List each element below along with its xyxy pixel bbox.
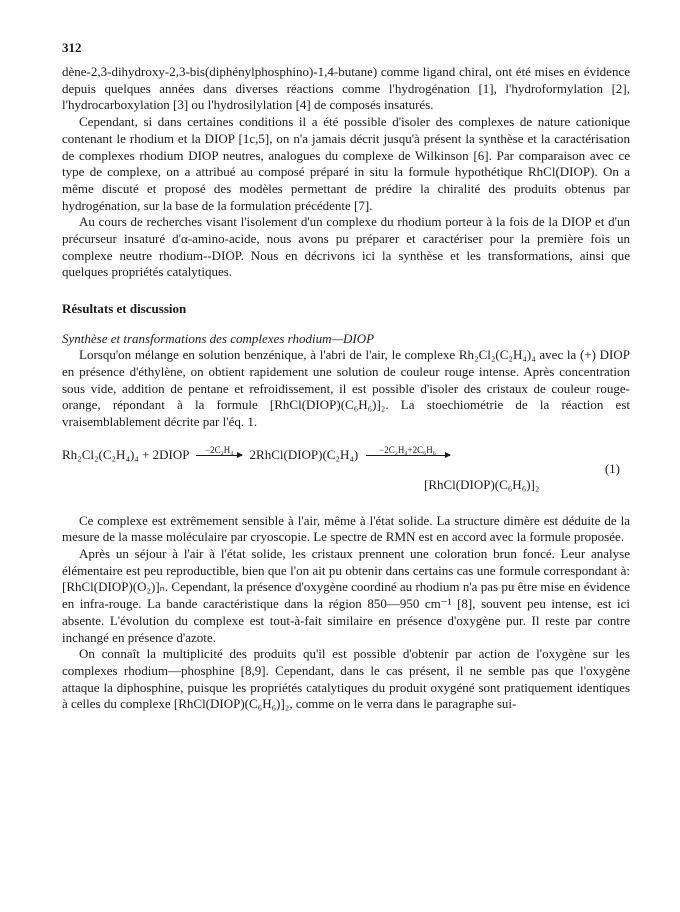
reaction-arrow-1 bbox=[196, 445, 242, 456]
paragraph-synthesis: Lorsqu'on mélange en solution benzénique, à l'abri de l'air, le complexe Rh₂Cl₂(C₂H₄)₄ avec la (+) DIOP en présence d'éthylène, on obtient rapidement une solution de couleur rouge intense. Après concentration sous vide, addition de pentane et refroidissement, il est possible d'isoler des cristaux de couleur rouge-orange, répondant à la formule [RhCl(DIOP)(C₆H₆)]₂. La stoechiométrie de la réaction est vraisemblablement décrite par l'éq. 1. bbox=[62, 347, 630, 429]
equation-1 bbox=[62, 439, 630, 497]
reaction-arrow-2 bbox=[366, 445, 450, 456]
arrow-2-shaft bbox=[366, 455, 450, 456]
arrow-2-label: −2C₂H₄+2C₆H₆ bbox=[379, 444, 436, 455]
body-text bbox=[62, 64, 630, 713]
section-title: Résultats et discussion bbox=[62, 301, 187, 317]
subsection-title: Synthèse et transformations des complexes rhodium—DIOP bbox=[62, 331, 375, 347]
equation-product: [RhCl(DIOP)(C₆H₆)]₂ bbox=[424, 476, 540, 492]
arrow-1-label: −2C₂H₄ bbox=[205, 444, 234, 455]
equation-reactants: Rh₂Cl₂(C₂H₄)₄ + 2DIOP bbox=[62, 446, 190, 462]
paragraph-cationic-complexes: Cependant, si dans certaines conditions il a été possible d'isoler des complexes de nature cationique contenant le rhodium et la DIOP [1c,5], on n'a jamais décrit jusqu'à présent la synthèse et la caractérisation de complexes rhodium DIOP neutres, analogues du complexe de Wilkinson [6]. Par comparaison avec ce type de complexe, on a attribué au composé préparé in situ la formule hypothétique RhCl(DIOP). On a même discuté et proposé des modèles permettant de prédire la chiralité des produits obtenus par hydrogénation, sur la base de la formulation précédente [7]. bbox=[62, 114, 630, 213]
paragraph-air-sensitivity: Ce complexe est extrêmement sensible à l'air, même à l'état solide. La structure dimère est déduite de la mesure de la masse moléculaire par cryoscopie. Le spectre de RMN est en accord avec la formule proposée. bbox=[62, 512, 630, 545]
page-number: 312 bbox=[62, 40, 82, 55]
equation-intermediate: 2RhCl(DIOP)(C₂H₄) bbox=[249, 446, 359, 462]
equation-number: (1) bbox=[604, 460, 620, 476]
paragraph-oxidation: Après un séjour à l'air à l'état solide, les cristaux prennent une coloration brun foncé. Leur analyse élémentaire est peu reproductible, bien que l'on ait pu obtenir dans certains cas une formule correspondant à: [RhCl(DIOP)(O₂)]ₙ. Cependant, la présence d'oxygène coordiné au rhodium n'a pas pu être mise en évidence en infra-rouge. La bande caractéristique dans la région 850—950 cm⁻¹ [8], souvent peu intense, est ici absente. L'évolution du complexe est tout-à-fait similaire en présence d'oxygène pur. Il reste par contre inchangé en présence d'azote. bbox=[62, 546, 630, 645]
paragraph-oxygen-products: On connaît la multiplicité des produits qu'il est possible d'obtenir par action de l'oxygène sur les complexes rhodium—phosphine [8,9]. Cependant, dans le cas présent, il ne semble pas que l'oxygène attaque la diphosphine, puisque les propriétés catalytiques du produit oxygéné sont pratiquement identiques à celles du complexe [RhCl(DIOP)(C₆H₆)]₂, comme on le verra dans le paragraphe sui- bbox=[62, 646, 630, 712]
equation-line-1 bbox=[62, 444, 454, 463]
arrow-1-shaft bbox=[196, 455, 242, 456]
paragraph-intro-continued: dène-2,3-dihydroxy-2,3-bis(diphénylphosphino)-1,4-butane) comme ligand chiral, ont été mises en évidence depuis quelques années dans diverses réactions comme l'hydrogénation [1], l'hydroformylation [2], l'hydrocarboxylation [3] ou l'hydrosilylation [4] de composés insaturés. bbox=[62, 64, 630, 113]
paragraph-research-aim: Au cours de recherches visant l'isolement d'un complexe du rhodium porteur à la fois de la DIOP et d'un précurseur insaturé d'α-amino-acide, nous avons pu préparer et caractériser pour la première fois un complexe neutre rhodium--DIOP. Nous en décrivons ici la synthèse et les transformations, ainsi que quelques propriétés catalytiques. bbox=[62, 214, 630, 280]
